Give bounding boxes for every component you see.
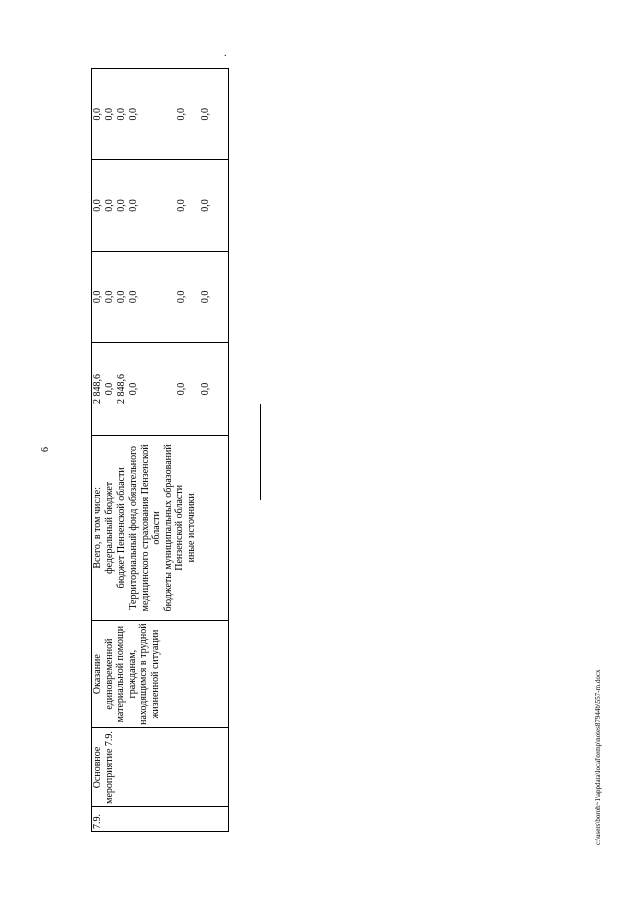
value-cell: 0,0 xyxy=(176,290,187,304)
value-cell: 0,0 xyxy=(116,199,127,212)
value-cell: 0,0 xyxy=(176,199,187,212)
table-row xyxy=(92,69,229,832)
separator-line xyxy=(260,404,261,500)
file-path-footer: c:\users\boroh~1\appdata\local\temp\notes87944b\557-m.docx xyxy=(594,669,602,845)
value-cell: 0,0 xyxy=(104,107,115,121)
value-cell: 0,0 xyxy=(176,107,187,121)
value-cell: 0,0 xyxy=(128,382,139,396)
value-cell: 0,0 xyxy=(92,107,103,121)
source-insurance-fund: Территориальный фонд обязательного медицинского страхования Пензенской области xyxy=(128,444,162,612)
budget-table xyxy=(91,68,229,832)
value-cell: 0,0 xyxy=(200,290,211,304)
value-column-2 xyxy=(92,251,229,342)
value-cell: 0,0 xyxy=(200,107,211,121)
source-other: иные источники xyxy=(185,493,197,563)
value-cell: 0,0 xyxy=(200,199,211,212)
value-column-1 xyxy=(92,342,229,435)
source-regional: бюджет Пензенской области xyxy=(116,467,127,589)
source-federal: федеральный бюджет xyxy=(104,481,115,574)
activity-description: Оказание единовременной материальной помощи гражданам, находящимся в трудной жизненной ситуации xyxy=(92,620,229,728)
value-cell: 0,0 xyxy=(92,290,103,304)
value-cell: 0,0 xyxy=(128,107,139,121)
value-cell: 0,0 xyxy=(200,382,211,396)
value-cell: 0,0 xyxy=(128,290,139,304)
value-column-3 xyxy=(92,160,229,251)
value-cell: 2 848,6 xyxy=(92,373,103,404)
source-total: Всего, в том числе: xyxy=(92,487,103,569)
value-cell: 0,0 xyxy=(116,107,127,121)
source-municipal: бюджеты муниципальных образований Пензенской области xyxy=(162,444,185,612)
corner-dot: . xyxy=(224,48,227,59)
value-cell: 0,0 xyxy=(104,382,115,396)
value-cell: 0,0 xyxy=(128,199,139,212)
value-cell: 0,0 xyxy=(92,199,103,212)
value-cell: 0,0 xyxy=(104,199,115,212)
row-number: 7.9. xyxy=(92,807,229,832)
funding-sources xyxy=(92,435,229,620)
value-cell: 0,0 xyxy=(116,290,127,304)
value-cell: 0,0 xyxy=(104,290,115,304)
page-number: 6 xyxy=(40,447,51,452)
value-cell: 2 848,6 xyxy=(116,373,127,404)
activity-name: Основное мероприятие 7.9. xyxy=(92,728,229,807)
value-cell: 0,0 xyxy=(176,382,187,396)
value-column-4 xyxy=(92,69,229,160)
